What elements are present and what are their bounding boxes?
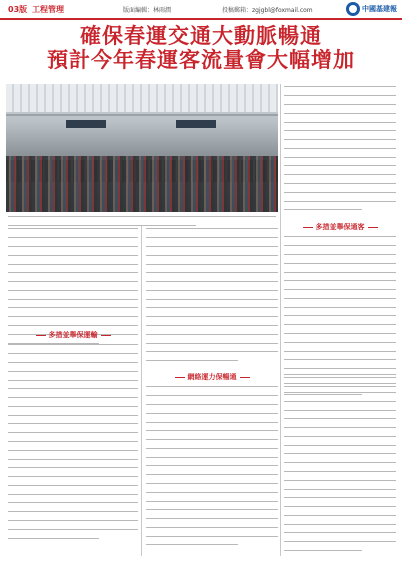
headline-main: 確保春運交通大動脈暢通 <box>80 23 322 48</box>
text-column-right-bottom <box>284 372 396 556</box>
page-number: 03版 <box>8 5 28 14</box>
subhead-3: 網絡運力保暢通 <box>146 372 278 382</box>
section-name: 工程管理 <box>32 5 64 14</box>
news-photo <box>6 84 278 212</box>
page-header <box>0 0 402 20</box>
editor-credit: 版面編輯：林雨潤 <box>123 7 172 14</box>
column-divider <box>280 84 281 556</box>
logo-icon <box>346 2 360 16</box>
text-column-right-top <box>284 84 396 216</box>
headline-sub: 預計今年春運客流量會大幅增加 <box>47 47 355 72</box>
subhead-2: 多措並舉保通客 <box>284 222 396 232</box>
subhead-1: 多措並舉保運輸 <box>8 330 138 340</box>
text-column-left <box>8 342 138 544</box>
photo-roof <box>6 84 278 112</box>
text-column-middle-top <box>146 226 278 367</box>
text-column-middle <box>146 384 278 551</box>
newspaper-logo <box>346 1 397 17</box>
photo-sign <box>176 120 216 128</box>
headline <box>0 24 402 72</box>
column-divider <box>141 226 142 556</box>
photo-crowd <box>6 156 278 212</box>
logo-text: 中國基建報 <box>362 5 397 13</box>
submission-email: 投稿郵箱：zgjgbl@foxmail.com <box>222 7 313 14</box>
photo-beam <box>6 114 278 116</box>
photo-sign <box>66 120 106 128</box>
